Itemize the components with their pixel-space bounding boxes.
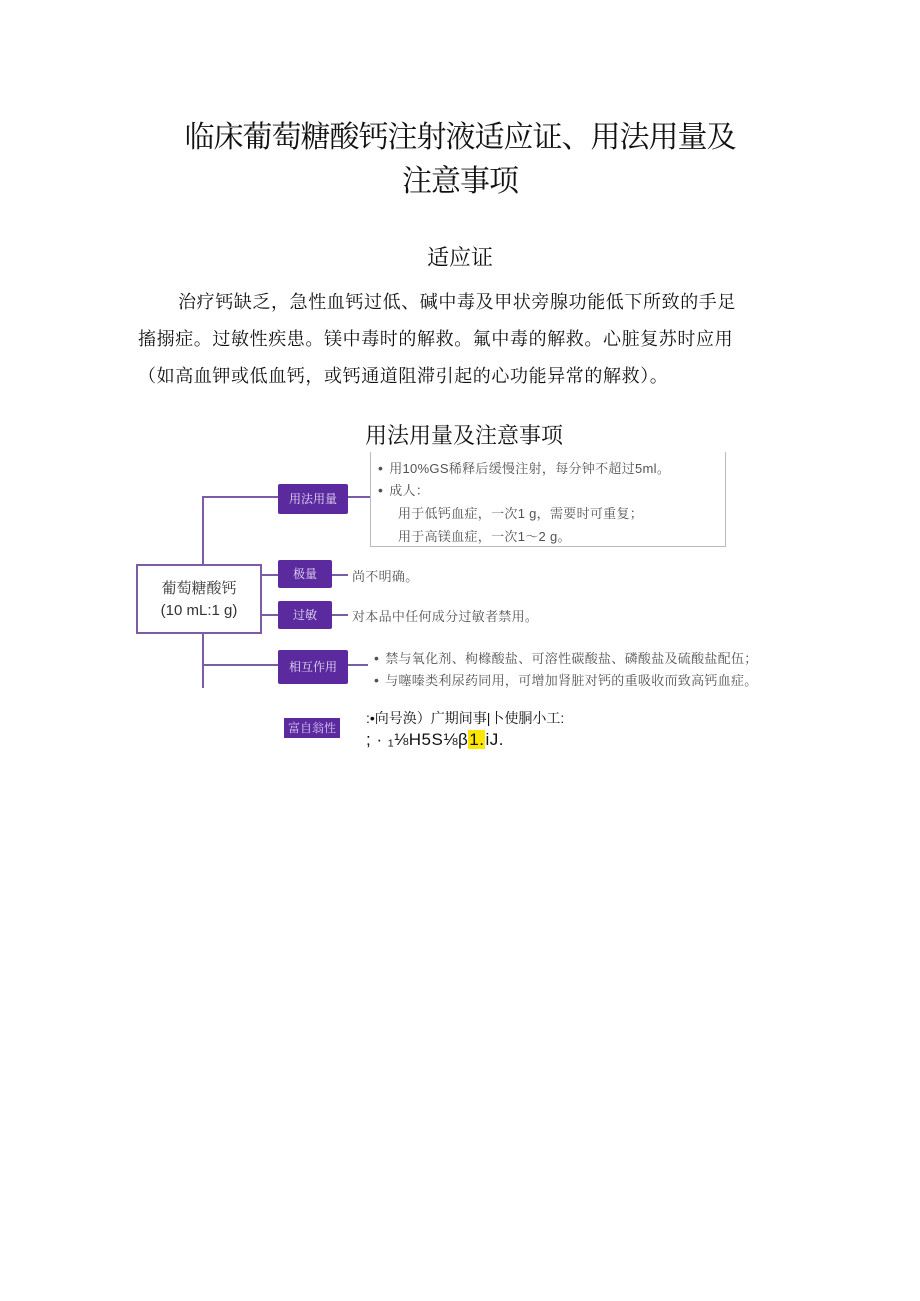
- interaction-bullet-1-text: 禁与氧化剂、枸橼酸盐、可溶性碳酸盐、磷酸盐及硫酸盐配伍；: [385, 651, 758, 666]
- interaction-bullet-1: [374, 648, 758, 667]
- footer-note-line-2-end: iJ.: [485, 730, 504, 749]
- allergy-text: 对本品中任何成分过敏者禁用。: [352, 609, 539, 624]
- interaction-bullet-2-text: 与噻嗪类利尿药同用，可增加肾脏对钙的重吸收而致高钙血症。: [385, 673, 758, 688]
- leaf-line-dosage: [348, 496, 370, 498]
- usage-mindmap: [136, 452, 786, 688]
- node-allergy: 过敏: [278, 601, 332, 629]
- root-node-spec: (10 mL:1 g): [160, 602, 238, 619]
- leaf-line-overdose: [332, 574, 348, 576]
- dosage-bullet-1-text: 用10%GS稀释后缓慢注射，每分钟不超过5ml。: [389, 461, 671, 476]
- footer-note-line-1: :•向号涣）广期间事|卜使胴小工:: [366, 710, 565, 726]
- dosage-sub-1: 用于低钙血症，一次1 g，需要时可重复；: [398, 506, 644, 521]
- highlighted-text: 1.: [469, 730, 485, 749]
- indication-line-2: 搐搦症。过敏性疾患。镁中毒时的解救。氟中毒的解救。心脏复苏时应用: [138, 329, 734, 350]
- leaf-line-allergy: [332, 614, 348, 616]
- document-title: [0, 116, 920, 204]
- bullet-dot: •: [374, 672, 380, 688]
- bullet-dot: •: [378, 482, 384, 498]
- node-interaction: 相互作用: [278, 650, 348, 684]
- indication-line-1: 治疗钙缺乏，急性血钙过低、碱中毒及甲状旁腺功能低下所致的手足: [178, 292, 736, 313]
- bullet-dot: •: [378, 460, 384, 476]
- title-line-1: 临床葡萄糖酸钙注射液适应证、用法用量及: [184, 120, 736, 155]
- leaf-line-interaction: [348, 664, 368, 666]
- indication-line-3: （如高血钾或低血钙，或钙通道阻滞引起的心功能异常的解救）。: [138, 366, 669, 387]
- bullet-dot: •: [374, 650, 380, 666]
- dosage-sub-2: 用于高镁血症，一次1～2 g。: [398, 529, 571, 544]
- branch-line-overdose: [262, 574, 278, 576]
- dosage-bullet-2-text: 成人：: [389, 483, 430, 498]
- usage-heading: 用法用量及注意事项: [364, 424, 563, 449]
- footer-tag: 富自翁性: [284, 718, 340, 738]
- root-node: [136, 564, 262, 634]
- title-line-2: 注意事项: [402, 164, 518, 199]
- dosage-bullet-2: [378, 480, 429, 499]
- node-overdose: 极量: [278, 560, 332, 588]
- indication-heading: 适应证: [426, 246, 493, 271]
- dosage-bullet-1: [378, 458, 670, 477]
- footer-note-line-2: [366, 730, 504, 750]
- branch-line-allergy: [262, 614, 278, 616]
- branch-line-interaction: [202, 664, 278, 666]
- branch-line-dosage: [202, 496, 278, 498]
- indication-paragraph: [138, 284, 788, 395]
- interaction-bullet-2: [374, 670, 758, 688]
- overdose-text: 尚不明确。: [352, 569, 419, 584]
- node-dosage: 用法用量: [278, 484, 348, 514]
- footer-note-line-2-start: ; · ₁⅛H5S⅛β: [366, 730, 469, 749]
- root-node-name: 葡萄糖酸钙: [161, 580, 237, 597]
